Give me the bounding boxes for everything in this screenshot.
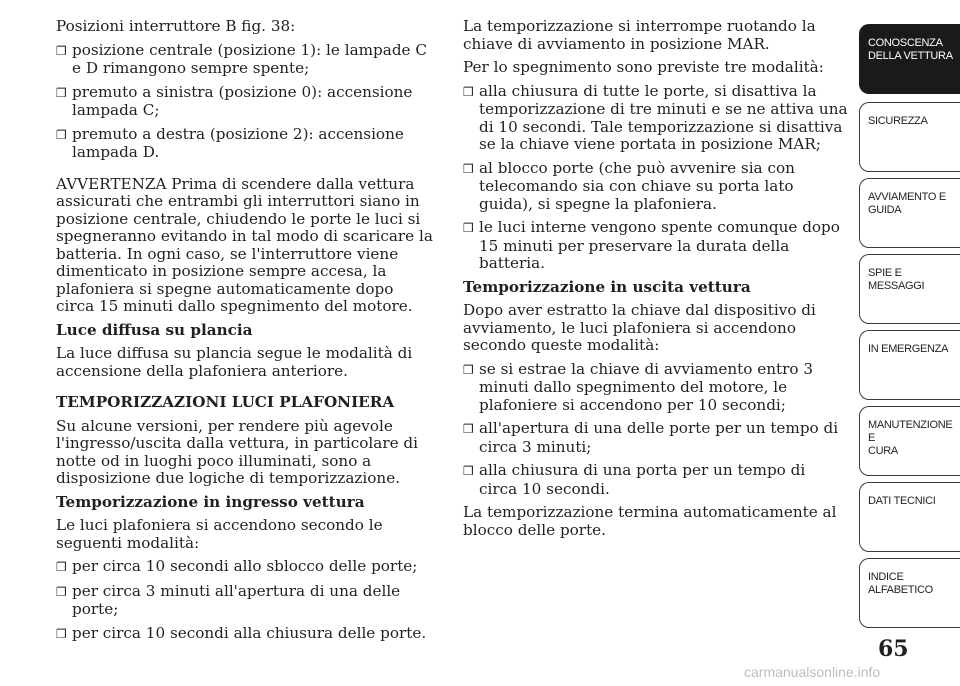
list-item: ❒ per circa 3 minuti all'apertura di una delle porte; <box>56 581 401 618</box>
list-item: ❒ se si estrae la chiave di avviamento entro 3 minuti dallo spegnimento del motore, le plafoniere si accendono per 10 secondi; <box>463 359 813 414</box>
heading-temporizzazioni: TEMPORIZZAZIONI LUCI PLAFONIERA <box>56 393 395 411</box>
checkbox-bullet-icon: ❒ <box>56 85 67 100</box>
checkbox-bullet-icon: ❒ <box>463 362 474 377</box>
watermark: carmanualsonline.info <box>744 664 881 680</box>
tab-spie-e-messaggi[interactable]: SPIE E MESSAGGI <box>859 254 960 324</box>
tab-conoscenza-della-vettura[interactable]: CONOSCENZA DELLA VETTURA <box>859 24 960 94</box>
interruption-text: La temporizzazione si interrompe ruotando la chiave di avviamento in posizione MAR. <box>463 17 816 53</box>
end-text: La temporizzazione termina automaticamente al blocco delle porte. <box>463 503 837 539</box>
list-item: ❒ al blocco porte (che può avvenire sia con telecomando sia con chiave su porta lato guida), si spegne la plafoniera. <box>463 158 795 213</box>
luce-text: La luce diffusa su plancia segue le modalità di accensione della plafoniera anteriore. <box>56 344 413 380</box>
list-item: ❒ premuto a destra (posizione 2): accensione lampada D. <box>56 124 404 161</box>
ingresso-text: Le luci plafoniera si accendono secondo le seguenti modalità: <box>56 516 383 552</box>
modes-text: Per lo spegnimento sono previste tre modalità: <box>463 58 824 76</box>
right-column <box>463 18 848 545</box>
temp-text: Su alcune versioni, per rendere più agevole l'ingresso/uscita dalla vettura, in particolare di notte od in luoghi poco illuminati, sono a disposizione due logiche di temporizzazione. <box>56 416 418 487</box>
checkbox-bullet-icon: ❒ <box>463 221 474 235</box>
left-column <box>56 18 436 649</box>
uscita-text: Dopo aver estratto la chiave dal dispositivo di avviamento, le luci plafoniera si accendono secondo queste modalità: <box>463 301 816 354</box>
tab-indice-alfabetico[interactable]: INDICE ALFABETICO <box>859 558 960 628</box>
checkbox-bullet-icon: ❒ <box>463 84 474 99</box>
list-item: ❒ alla chiusura di una porta per un tempo di circa 10 secondi. <box>463 461 806 498</box>
intro-text: Posizioni interruttore B fig. 38: <box>56 17 296 35</box>
checkbox-bullet-icon: ❒ <box>56 127 67 142</box>
heading-ingresso: Temporizzazione in ingresso vettura <box>56 492 365 511</box>
tab-avviamento-e-guida[interactable]: AVVIAMENTO E GUIDA <box>859 178 960 248</box>
tab-manutenzione-e-cura[interactable]: MANUTENZIONE E CURA <box>859 406 960 476</box>
tab-in-emergenza[interactable]: IN EMERGENZA <box>859 330 960 400</box>
list-item: ❒ posizione centrale (posizione 1): le lampade C e D rimangono sempre spente; <box>56 40 427 77</box>
checkbox-bullet-icon: ❒ <box>56 584 67 599</box>
list-item: ❒ all'apertura di una delle porte per un tempo di circa 3 minuti; <box>463 419 839 456</box>
checkbox-bullet-icon: ❒ <box>56 43 67 58</box>
list-item: ❒ premuto a sinistra (posizione 0): accensione lampada C; <box>56 82 413 119</box>
warning-text: AVVERTENZA Prima di scendere dalla vettura assicurati che entrambi gli interruttori siano in posizione centrale, chiudendo le porte le luci si spegneranno evitando in tal modo di scaricare la batteria. In ogni caso, se l'interruttore viene dimenticato in posizione sempre accesa, la plafoniera si spegne automaticamente dopo circa 15 minuti dallo spegnimento del motore. <box>56 174 433 315</box>
checkbox-bullet-icon: ❒ <box>56 626 67 641</box>
list-item: ❒ alla chiusura di tutte le porte, si disattiva la temporizzazione di tre minuti e se ne attiva una di 10 secondi. Tale temporizzazione si disattiva se la chiave viene portata in posizione MAR; <box>463 81 848 153</box>
heading-luce-diffusa: Luce diffusa su plancia <box>56 320 253 339</box>
checkbox-bullet-icon: ❒ <box>463 161 474 176</box>
heading-uscita: Temporizzazione in uscita vettura <box>463 277 751 296</box>
checkbox-bullet-icon: ❒ <box>463 464 474 478</box>
checkbox-bullet-icon: ❒ <box>463 422 474 436</box>
list-item: ❒ per circa 10 secondi alla chiusura delle porte. <box>56 623 427 642</box>
checkbox-bullet-icon: ❒ <box>56 560 67 574</box>
tab-sicurezza[interactable]: SICUREZZA <box>859 102 960 172</box>
list-item: ❒ le luci interne vengono spente comunque dopo 15 minuti per preservare la durata della batteria. <box>463 218 840 272</box>
list-item: ❒ per circa 10 secondi allo sblocco delle porte; <box>56 557 418 575</box>
tab-dati-tecnici[interactable]: DATI TECNICI <box>859 482 960 552</box>
page-number: 65 <box>878 636 909 662</box>
